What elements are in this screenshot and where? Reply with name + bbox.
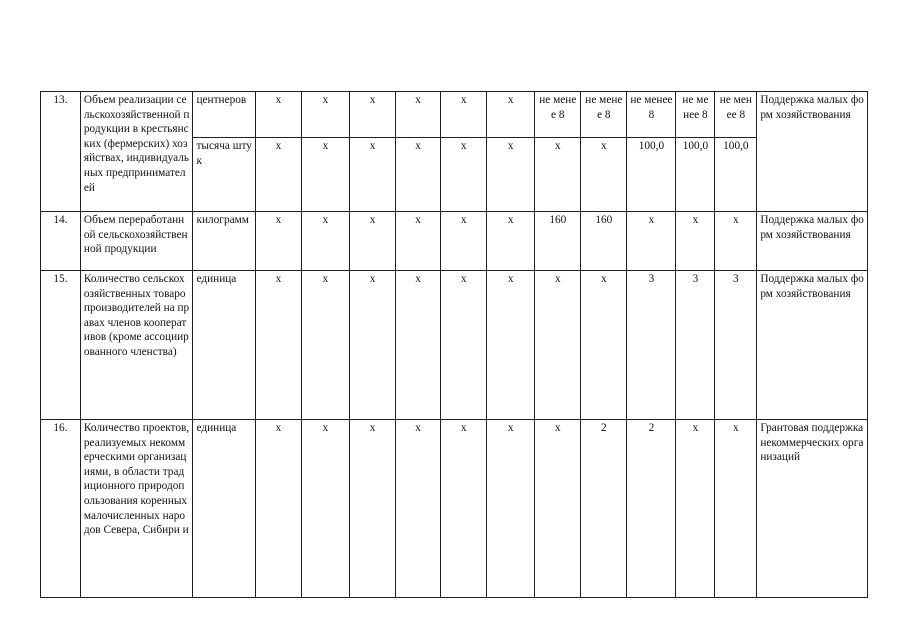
indicator-name: Объем переработанной сельскохозяйственной продукции [80,212,193,271]
unit-cell: тысяча штук [193,138,255,212]
value-cell: не менее 8 [535,92,581,138]
value-cell: x [301,92,349,138]
value-cell: x [487,92,535,138]
value-cell: x [396,138,441,212]
program-cell: Поддержка малых форм хозяйствования [757,271,868,420]
value-cell: x [350,138,396,212]
row-number: 15. [41,271,81,420]
value-cell: x [715,212,757,271]
value-cell: x [301,420,349,598]
value-cell: x [255,420,301,598]
row-number: 13. [41,92,81,212]
table-row-14 [41,212,868,271]
value-cell: x [255,271,301,420]
value-cell: 3 [676,271,715,420]
value-cell: 160 [535,212,581,271]
value-cell: x [535,138,581,212]
value-cell: x [441,138,487,212]
value-cell: 2 [627,420,676,598]
value-cell: не менее 8 [581,92,627,138]
row-number: 14. [41,212,81,271]
value-cell: 3 [715,271,757,420]
value-cell: x [350,420,396,598]
value-cell: не менее 8 [715,92,757,138]
value-cell: x [350,271,396,420]
value-cell: 100,0 [715,138,757,212]
table-row-16 [41,420,868,598]
value-cell: x [441,271,487,420]
value-cell: x [487,138,535,212]
value-cell: x [441,92,487,138]
value-cell: x [301,138,349,212]
value-cell: x [396,92,441,138]
program-cell: Грантовая поддержка некоммерческих организаций [757,420,868,598]
program-cell: Поддержка малых форм хозяйствования [757,212,868,271]
value-cell: 100,0 [627,138,676,212]
value-cell: x [535,271,581,420]
indicator-name: Количество сельскохозяйственных товаропроизводителей на правах членов кооперативов (кроме ассоциированного членства) [80,271,193,420]
indicator-name: Количество проектов, реализуемых некоммерческими организациями, в области традиционного природопользования коренных малочисленных народов Севера, Сибири и [80,420,193,598]
value-cell: x [676,420,715,598]
value-cell: 160 [581,212,627,271]
indicator-name: Объем реализации сельскохозяйственной продукции в крестьянских (фермерских) хозяйствах, индивидуальных предпринимателей [80,92,193,212]
value-cell: x [627,212,676,271]
row-number: 16. [41,420,81,598]
value-cell: x [255,92,301,138]
value-cell: x [396,420,441,598]
value-cell: не менее 8 [627,92,676,138]
value-cell: x [396,212,441,271]
unit-cell: центнеров [193,92,255,138]
value-cell: 100,0 [676,138,715,212]
value-cell: x [581,138,627,212]
value-cell: x [301,212,349,271]
indicators-table [40,91,868,598]
value-cell: x [255,138,301,212]
table-row-15 [41,271,868,420]
value-cell: x [715,420,757,598]
value-cell: x [255,212,301,271]
value-cell: x [350,92,396,138]
value-cell: не менее 8 [676,92,715,138]
value-cell: x [396,271,441,420]
value-cell: x [487,271,535,420]
value-cell: x [676,212,715,271]
value-cell: 2 [581,420,627,598]
value-cell: x [441,212,487,271]
program-cell: Поддержка малых форм хозяйствования [757,92,868,212]
unit-cell: единица [193,420,255,598]
unit-cell: единица [193,271,255,420]
value-cell: x [535,420,581,598]
value-cell: x [301,271,349,420]
value-cell: x [350,212,396,271]
table-row-13 [41,92,868,138]
value-cell: x [581,271,627,420]
value-cell: x [441,420,487,598]
value-cell: x [487,420,535,598]
unit-cell: килограмм [193,212,255,271]
value-cell: 3 [627,271,676,420]
value-cell: x [487,212,535,271]
